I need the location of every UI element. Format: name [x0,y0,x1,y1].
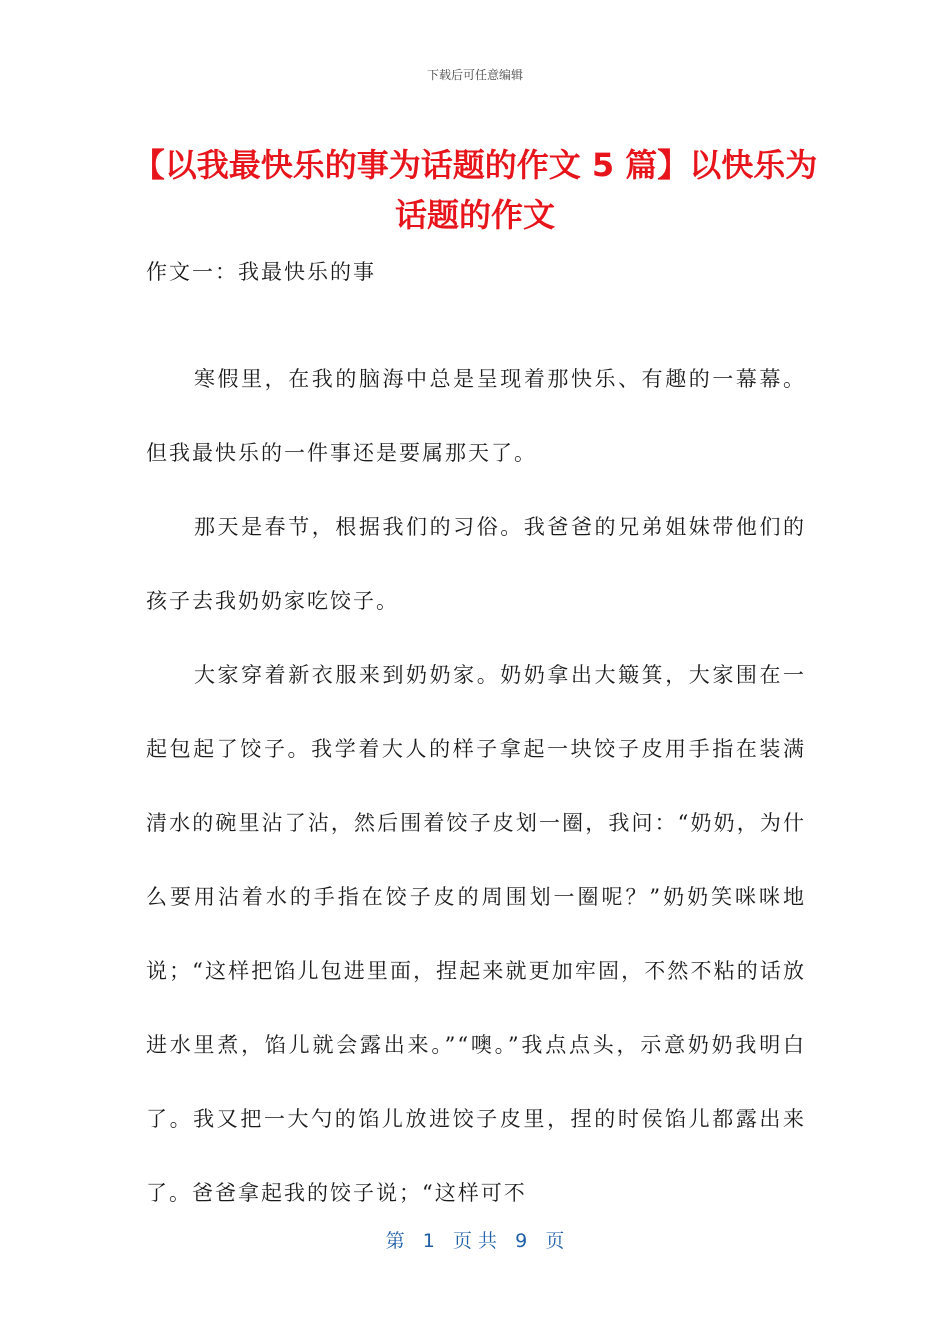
document-body [146,254,806,1230]
section-heading: 作文一：我最快乐的事 [146,260,376,284]
page-footer-number: 第 1 页 共 9 页 [385,1230,565,1252]
paragraph-3: 大家穿着新衣服来到奶奶家。奶奶拿出大簸箕，大家围在一起包起了饺子。我学着大人的样子拿起一块饺子皮用手指在装满清水的碗里沾了沾，然后围着饺子皮划一圈，我问：“奶奶，为什么要用沾着水的手指在饺子皮的周围划一圈呢？”奶奶笑咪咪地说；“这样把馅儿包进里面，捏起来就更加牢固，不然不粘的话放进水里煮，馅儿就会露出来。”“噢。”我点点头，示意奶奶我明白了。我又把一大勺的馅儿放进饺子皮里，捏的时侯馅儿都露出来了。爸爸拿起我的饺子说；“这样可不 [146,663,806,1205]
page-header-note: 下载后可任意编辑 [426,68,523,82]
paragraph-2: 那天是春节，根据我们的习俗。我爸爸的兄弟姐妹带他们的孩子去我奶奶家吃饺子。 [146,515,806,613]
document-title: 【以我最快乐的事为话题的作文 5 篇】以快乐为话题的作文 [132,146,818,234]
paragraph-1: 寒假里，在我的脑海中总是呈现着那快乐、有趣的一幕幕。但我最快乐的一件事还是要属那天了。 [146,367,806,465]
